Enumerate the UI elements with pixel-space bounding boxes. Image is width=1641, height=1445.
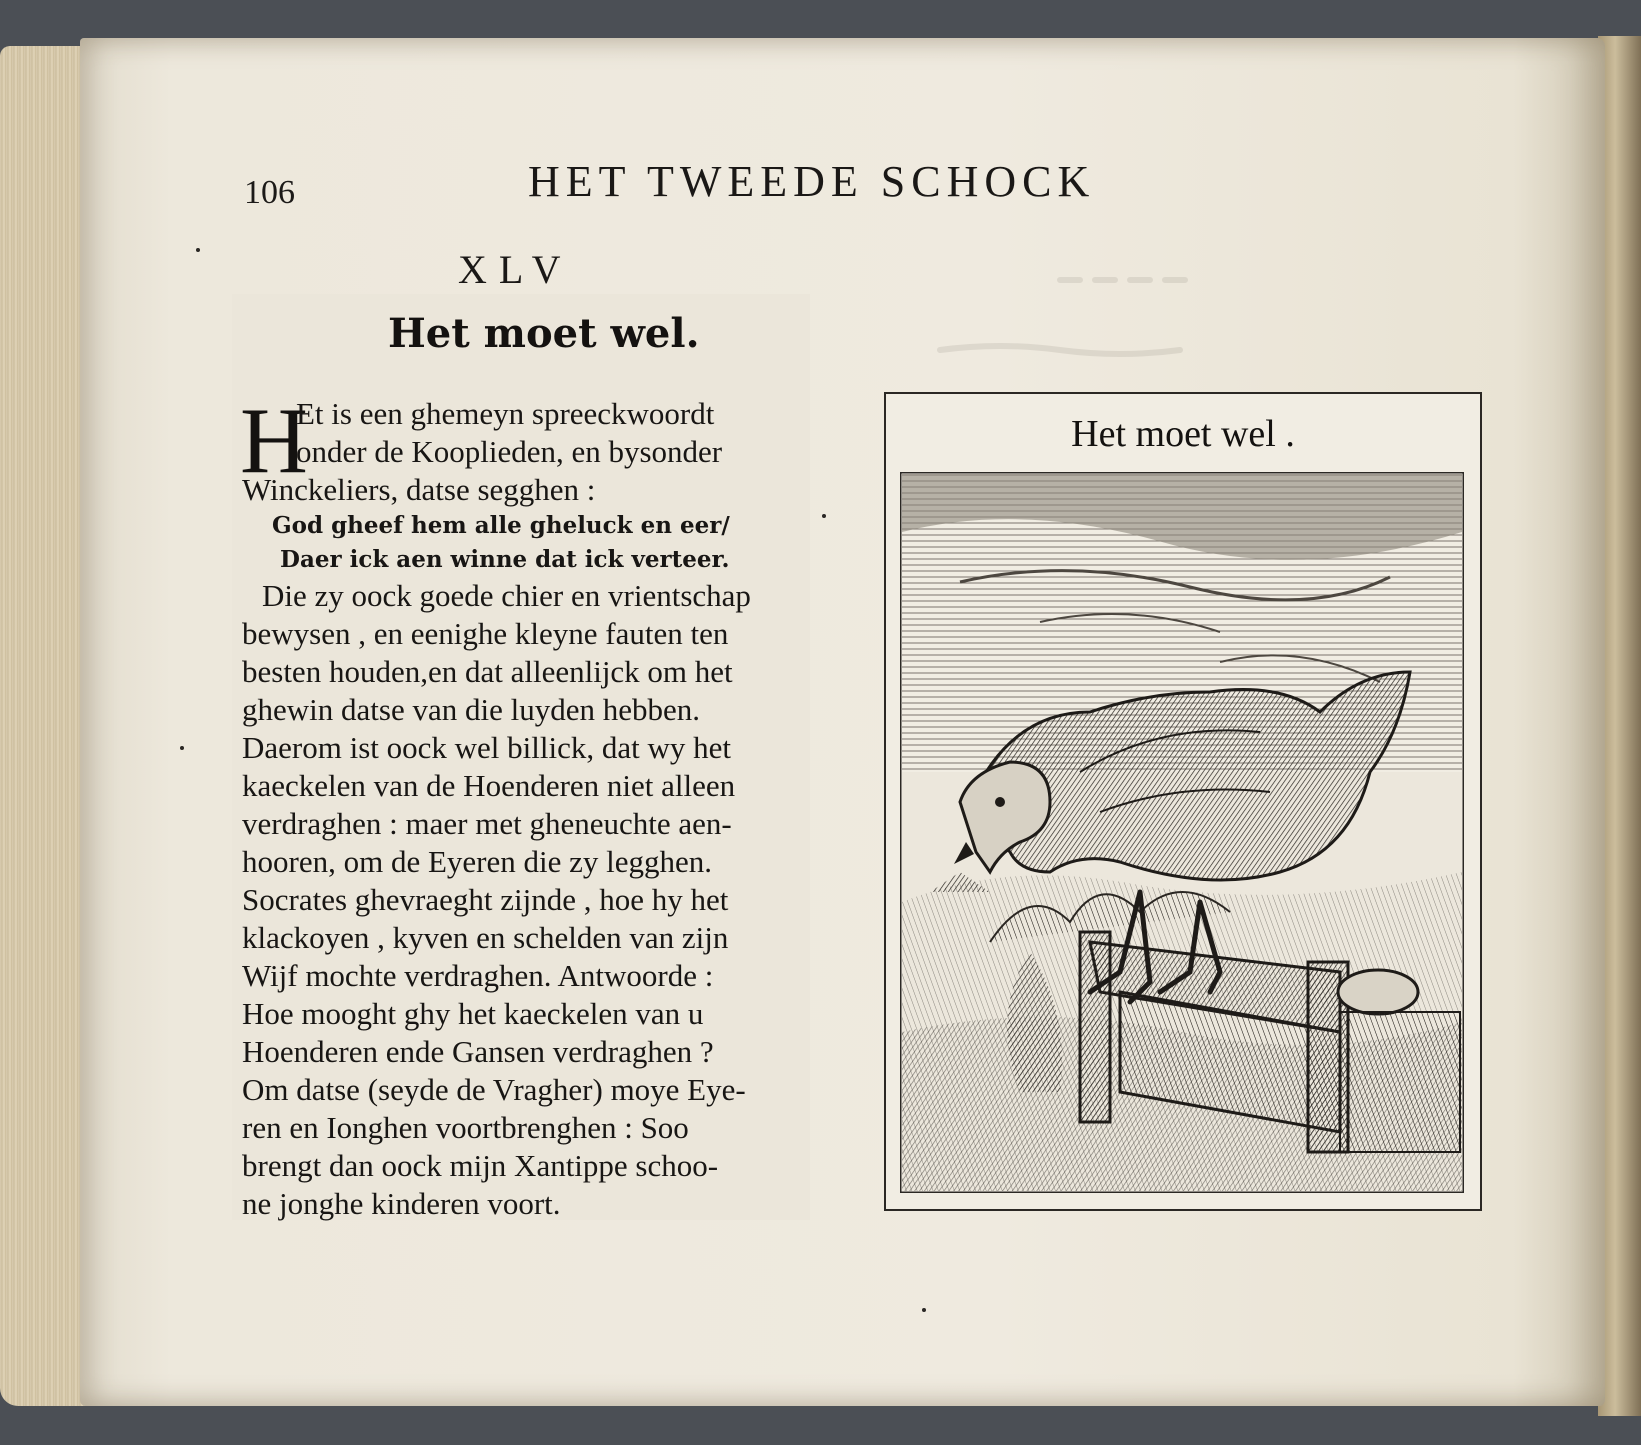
body-line: onder de Kooplieden, en bysonder	[296, 434, 723, 469]
motto-line: God gheef hem alle gheluck en eer/	[272, 512, 730, 539]
ink-speck	[180, 746, 184, 750]
page-edges	[0, 46, 92, 1406]
body-line: Hoenderen ende Gansen verdraghen ?	[242, 1034, 714, 1069]
body-line: Hoe mooght ghy het kaeckelen van u	[242, 996, 704, 1031]
body-line: ren en Ionghen voortbrenghen : Soo	[242, 1110, 689, 1145]
motto-line: Daer ick aen winne dat ick verteer.	[280, 546, 730, 573]
body-line: Daerom ist oock wel billick, dat wy het	[242, 730, 731, 765]
ink-speck	[922, 1308, 926, 1312]
engraving-plate	[884, 392, 1482, 1211]
running-head: HET TWEEDE SCHOCK	[528, 157, 1096, 206]
page-number: 106	[244, 174, 295, 211]
body-line: Et is een ghemeyn spreeckwoordt	[296, 396, 715, 431]
plate-caption: Het moet wel .	[1071, 413, 1295, 455]
body-line: Om datse (seyde de Vragher) moye Eye-	[242, 1072, 746, 1107]
body-line: klackoyen , kyven en schelden van zijn	[242, 920, 729, 955]
body-line: Winckeliers, datse segghen :	[242, 472, 596, 507]
body-line: Die zy oock goede chier en vrientschap	[262, 578, 751, 613]
section-numeral: XLV	[458, 247, 573, 292]
section-title: Het moet wel.	[388, 310, 700, 357]
body-line: ghewin datse van die luyden hebben.	[242, 692, 700, 727]
ink-speck	[822, 514, 826, 518]
ink-speck	[196, 248, 200, 252]
body-line: hooren, om de Eyeren die zy legghen.	[242, 844, 712, 879]
body-line: Socrates ghevraeght zijnde , hoe hy het	[242, 882, 729, 917]
body-line: besten houden,en dat alleenlijck om het	[242, 654, 733, 689]
body-line: brengt dan oock mijn Xantippe schoo-	[242, 1148, 719, 1183]
body-line: bewysen , en eenighe kleyne fauten ten	[242, 616, 729, 651]
body-line: Wijf mochte verdraghen. Antwoorde :	[242, 958, 714, 993]
body-line: verdraghen : maer met gheneuchte aen-	[242, 806, 732, 841]
body-line: kaeckelen van de Hoenderen niet alleen	[242, 768, 736, 803]
drop-cap: H	[240, 389, 308, 493]
hen-engraving	[900, 472, 1464, 1193]
body-line: ne jonghe kinderen voort.	[242, 1186, 561, 1221]
